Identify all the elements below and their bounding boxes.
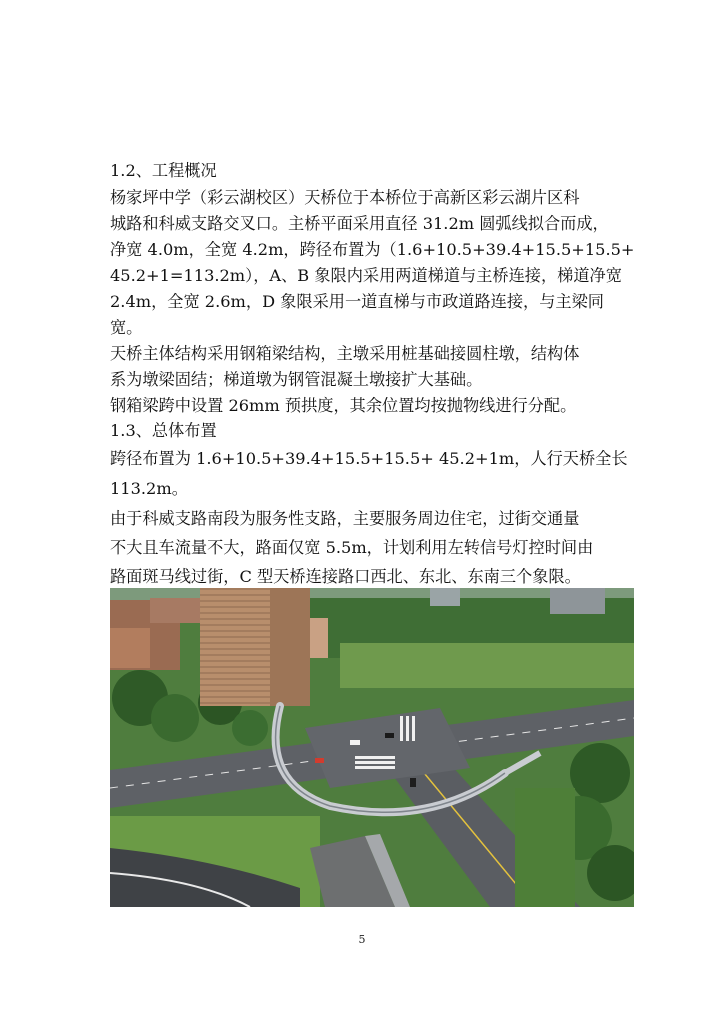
paragraph-line: 2.4m，全宽 2.6m，D 象限采用一道直梯与市政道路连接，与主梁同 [110,292,604,311]
paragraph-line: 杨家坪中学（彩云湖校区）天桥位于本桥位于高新区彩云湖片区科 [110,188,580,207]
section-heading-1-3: 1.3、总体布置 [110,421,217,440]
paragraph-line: 钢箱梁跨中设置 26mm 预拱度，其余位置均按抛物线进行分配。 [110,396,577,415]
section-1-2 [110,158,635,419]
paragraph-line: 天桥主体结构采用钢箱梁结构，主墩采用桩基础接圆柱墩，结构体 [110,344,580,363]
paragraph-line: 系为墩梁固结；梯道墩为钢管混凝土墩接扩大基础。 [110,370,483,389]
paragraph-line: 路面斑马线过街，C 型天桥连接路口西北、东北、东南三个象限。 [110,567,581,586]
paragraph-line: 城路和科威支路交叉口。主桥平面采用直径 31.2m 圆弧线拟合而成， [110,214,609,233]
paragraph-line: 113.2m。 [110,479,188,498]
paragraph-line: 净宽 4.0m，全宽 4.2m，跨径布置为（1.6+10.5+39.4+15.5+15.5+ [110,240,635,259]
paragraph-line: 45.2+1=113.2m），A、B 象限内采用两道梯道与主桥连接，梯道净宽 [110,266,622,285]
paragraph-line: 宽。 [110,318,143,337]
section-1-3 [110,418,630,590]
paragraph-line: 由于科威支路南段为服务性支路，主要服务周边住宅，过街交通量 [110,509,580,528]
paragraph-line: 不大且车流量不大，路面仅宽 5.5m，计划利用左转信号灯控时间由 [110,538,594,557]
aerial-photo-illustration [110,588,634,907]
paragraph-line: 跨径布置为 1.6+10.5+39.4+15.5+15.5+ 45.2+1m，人行天桥全长 [110,449,628,468]
aerial-photo [110,588,634,907]
page-number: 5 [358,933,366,946]
section-heading-1-2: 1.2、工程概况 [110,161,217,180]
